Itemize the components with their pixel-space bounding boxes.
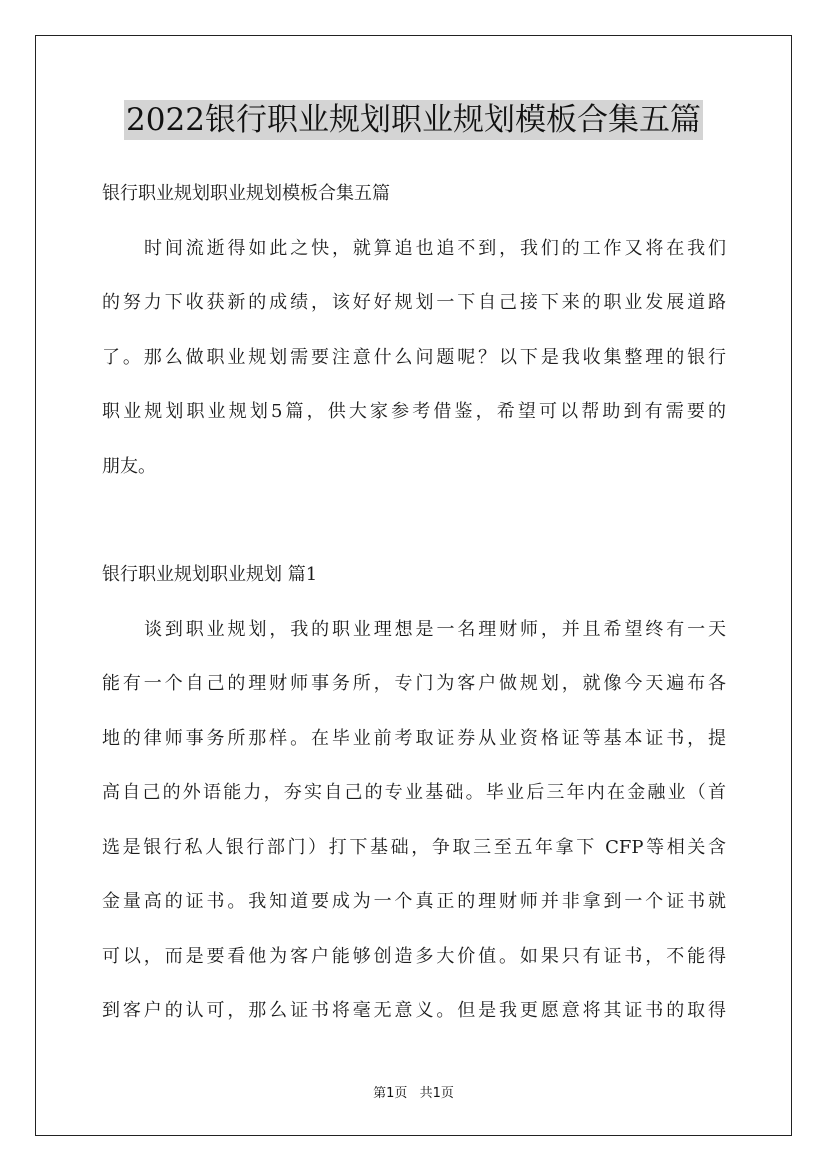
section-line: 到客户的认可，那么证书将毫无意义。但是我更愿意将其证书的取得	[102, 1000, 726, 1021]
intro-line: 了。那么做职业规划需要注意什么问题呢？以下是我收集整理的银行	[102, 346, 726, 368]
section-line: 谈到职业规划，我的职业理想是一名理财师，并且希望终有一天	[144, 618, 726, 640]
section-line: 地的律师事务所那样。在毕业前考取证券从业资格证等基本证书，提	[102, 727, 726, 749]
page-total: 共1页	[419, 1086, 454, 1101]
page-footer	[0, 1082, 827, 1101]
section-line: 选是银行私人银行部门）打下基础，争取三至五年拿下 CFP等相关含	[102, 836, 726, 858]
document-subtitle: 银行职业规划职业规划模板合集五篇	[102, 183, 390, 204]
section-line: 可以，而是要看他为客户能够创造多大价值。如果只有证书，不能得	[102, 945, 726, 967]
intro-line: 时间流逝得如此之快，就算追也追不到，我们的工作又将在我们	[144, 237, 726, 259]
document-body	[102, 172, 726, 1044]
section-line: 能有一个自己的理财师事务所，专门为客户做规划，就像今天遍布各	[102, 673, 726, 694]
document-title: 2022银行职业规划职业规划模板合集五篇	[126, 102, 701, 138]
intro-line: 朋友。	[102, 455, 156, 477]
section-heading: 银行职业规划职业规划 篇1	[102, 564, 318, 585]
intro-line: 职业规划职业规划5篇，供大家参考借鉴，希望可以帮助到有需要的	[102, 401, 726, 422]
intro-line: 的努力下收获新的成绩，该好好规划一下自己接下来的职业发展道路	[102, 292, 726, 313]
title-container	[0, 100, 827, 140]
section-line: 高自己的外语能力，夯实自己的专业基础。毕业后三年内在金融业（首	[102, 782, 726, 803]
paragraph-gap	[102, 499, 726, 553]
page-number: 第1页	[373, 1086, 408, 1101]
section-line: 金量高的证书。我知道要成为一个真正的理财师并非拿到一个证书就	[102, 891, 726, 912]
